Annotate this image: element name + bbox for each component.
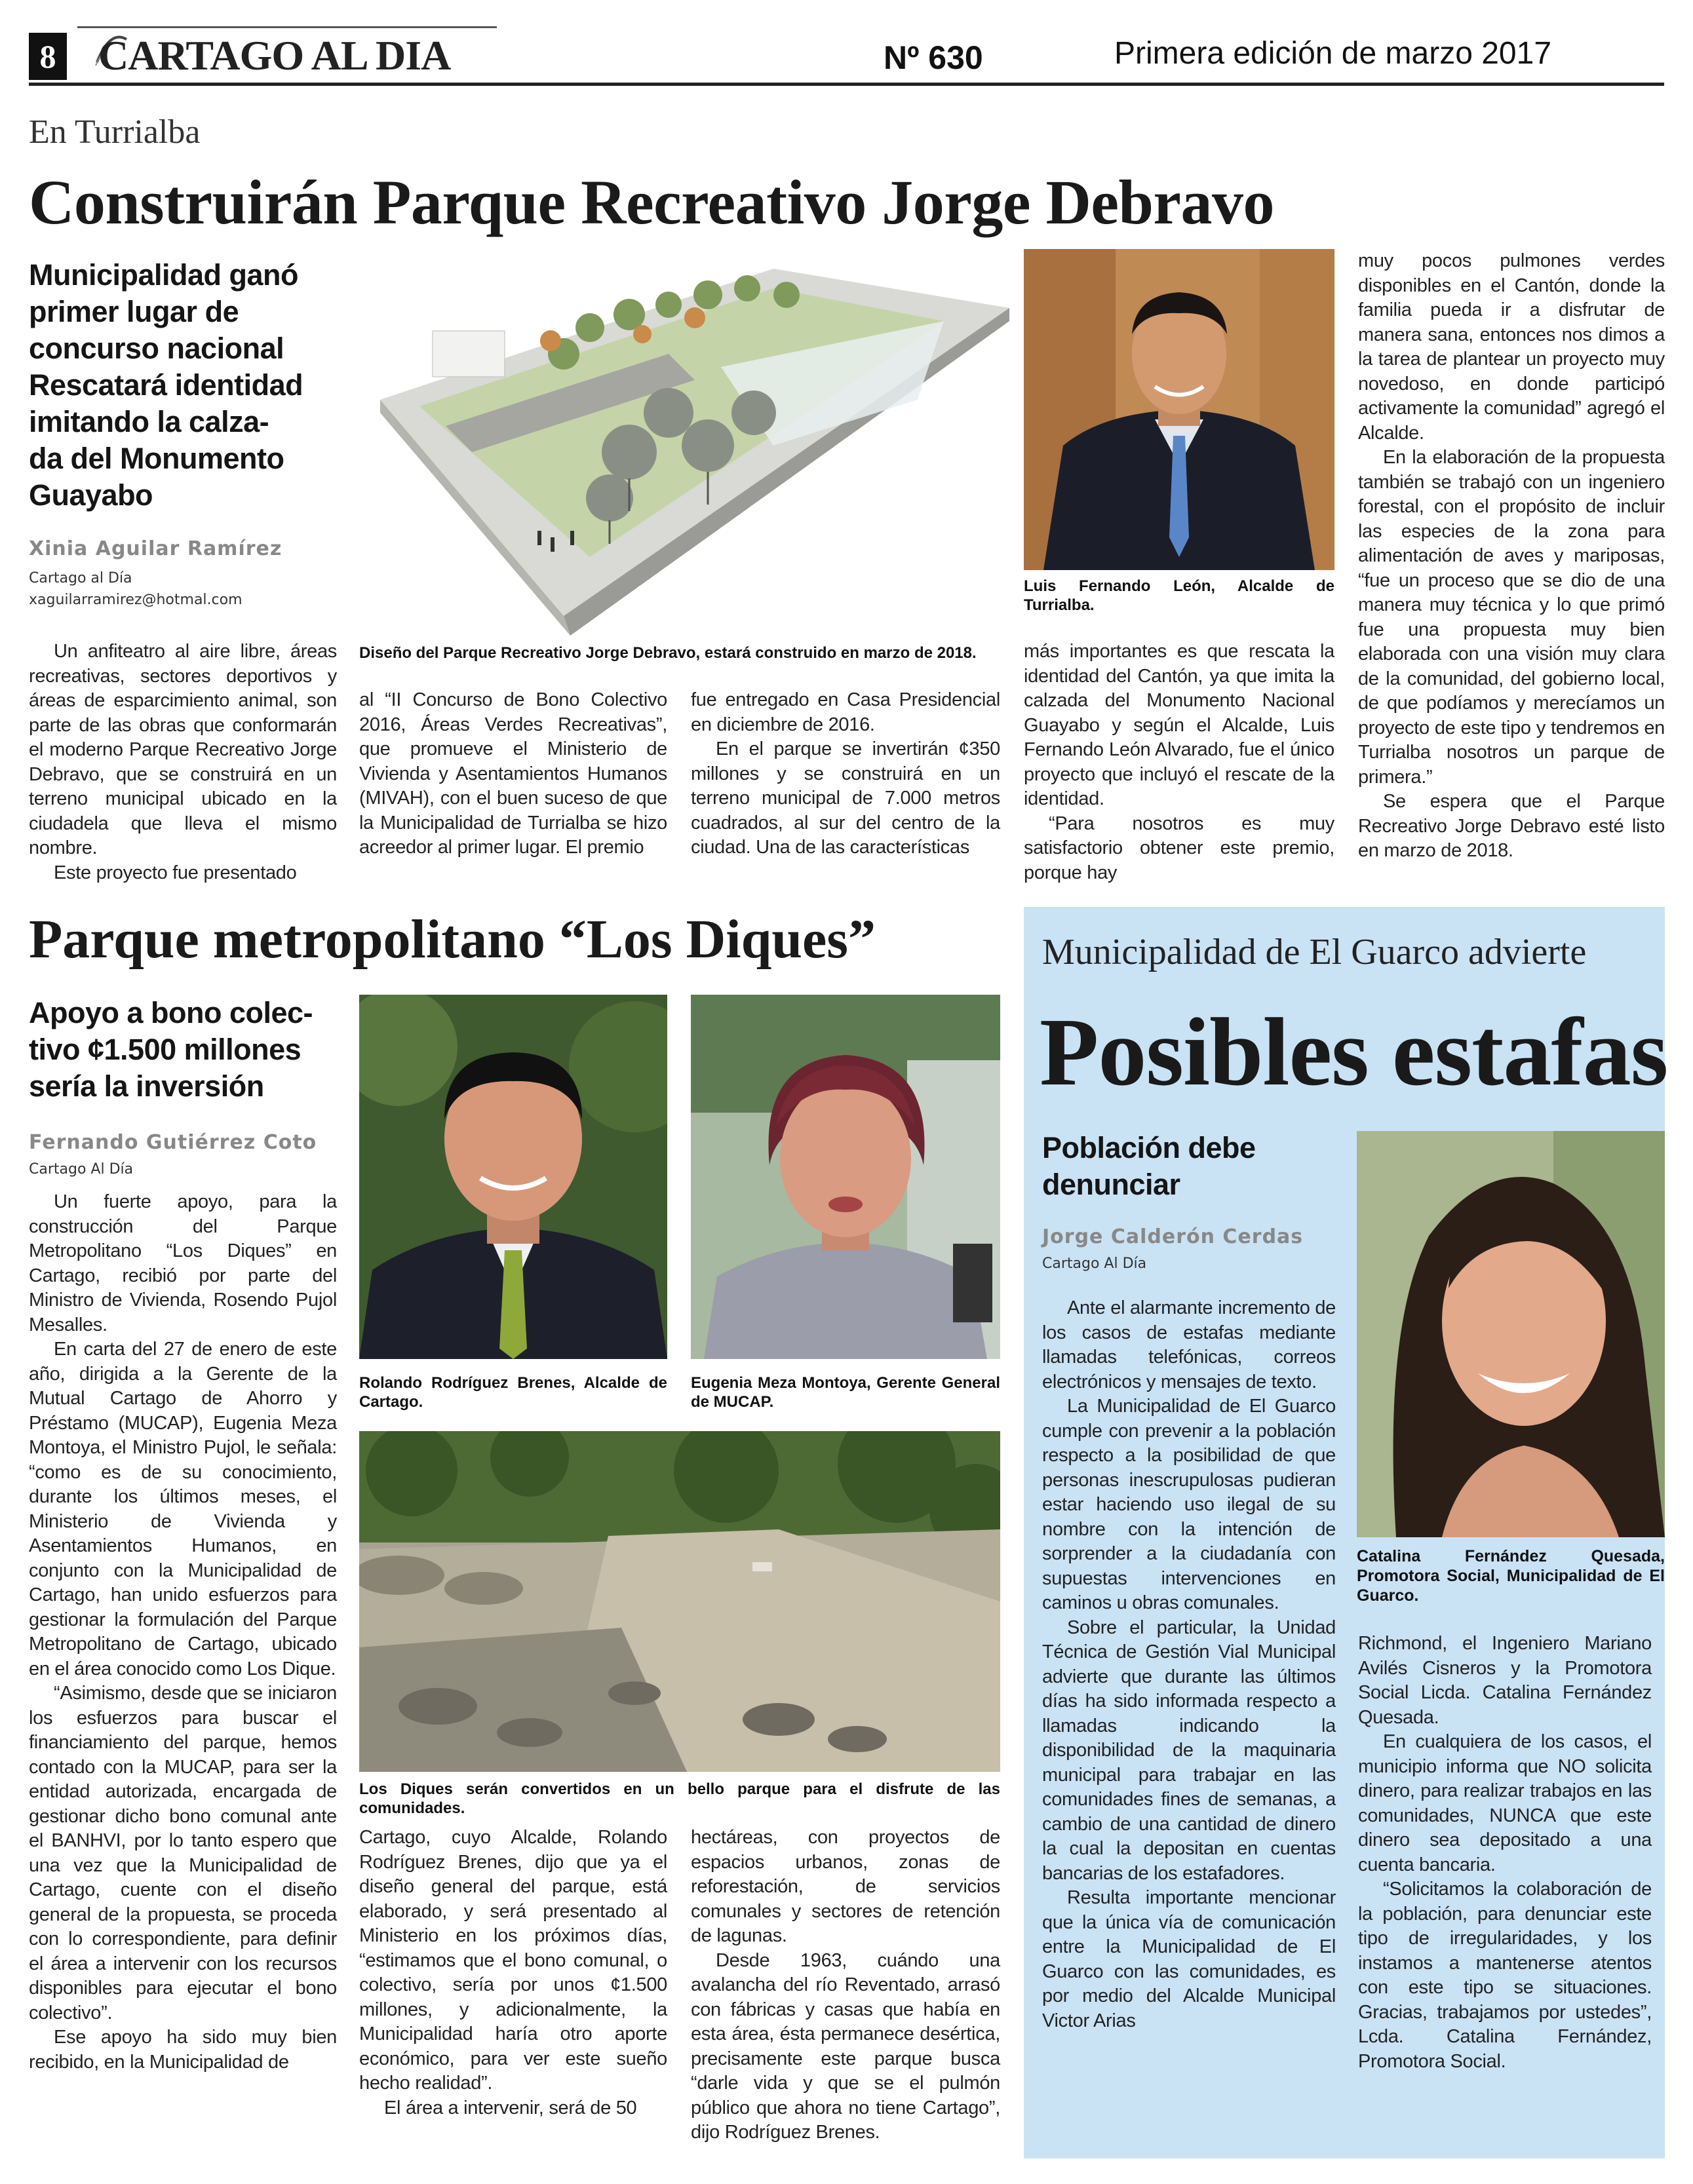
paragraph: Un anfiteatro al aire libre, áreas recreativas, sectores deportivos y áreas de esparcimiento animal, son parte de las obras que conformarán el moderno Parque Recreativo Jorge Debravo, que se construirá en un terreno municipal ubicado en la ciudadela que lleva el mismo nombre. (29, 641, 337, 858)
paragraph: Resulta importante mencionar que la única vía de comunicación entre la Municipalidad de El Guarco con las comunidades, es por medio del Alcalde Municipal Victor Arias (1042, 1887, 1336, 2031)
deck-line: da del Monumento (29, 442, 284, 475)
issue-number: Nº 630 (884, 39, 983, 76)
paragraph: Este proyecto fue presentado (54, 862, 297, 883)
paragraph: “Asimismo, desde que se iniciaron los esfuerzos para buscar el financiamiento del parque, hemos contado con la MUCAP, para ser la entidad autorizada, encargada de gestionar dicho bono comunal ante el BANHVI, por lo tanto espero que una vez que la Municipalidad de Cartago, cuente con el diseño general de la propuesta, se proceda con lo correspondiente, para definir el área a intervenir con los recursos disponibles para ejecutar el bono colectivo”. (29, 1683, 337, 2023)
deck-line: concurso nacional (29, 332, 284, 365)
article1-column-1 (29, 640, 337, 885)
paragraph: En carta del 27 de enero de este año, dirigida a la Gerente de la Mutual Cartago de Ahorro y Préstamo (MUCAP), Eugenia Meza Montoya, el Ministro Pujol, le señala: “como es de su conocimiento, durante los últimos meses, el Ministerio de Vivienda y Asentamientos Humanos, en conjunto con la Municipalidad de Cartago, han unido esfuerzos para gestionar la formulación del Parque Metropolitano de Cartago, ubicado en el área conocido como Los Dique. (29, 1339, 337, 1679)
portrait-luis-fernando-leon (1024, 249, 1334, 570)
deck-line: tivo ¢1.500 millones (29, 1033, 302, 1066)
article1-kicker: En Turrialba (29, 113, 201, 151)
paragraph: al “II Concurso de Bono Colectivo 2016, Áreas Verdes Recreativas”, que promueve el Ministerio de Vivienda y Asentamientos Humanos (MIVAH), con el buen suceso de que la Municipalidad de Turrialba se hizo acreedor al primer lugar. El premio (359, 689, 667, 858)
deck-line: primer lugar de (29, 295, 239, 328)
photo-caption-rolando: Rolando Rodríguez Brenes, Alcalde de Cartago. (359, 1374, 667, 1411)
article3-column-2 (1358, 1632, 1652, 2074)
deck-line: Apoyo a bono colec- (29, 996, 313, 1029)
article2-outlet: Cartago Al Día (29, 1161, 134, 1178)
paragraph: Sobre el particular, la Unidad Técnica de Gestión Vial Municipal advierte que durante las últimos días ha sido informada respecto a llamadas indicando la disponibilidad de la maquinaria municipal para trabajar en las comunidades fines de semanas, a cambio de una cantidad de dinero la cual la depositan en cuentas bancarias de los estafadores. (1042, 1617, 1336, 1884)
paragraph: En cualquiera de los casos, el municipio informa que NO solicita dinero, para realizar trabajos en las comunidades, NUNCA que este dinero sea depositado a una cuenta bancaria. (1358, 1731, 1652, 1875)
outlet-name: Cartago al Día (29, 570, 132, 586)
masthead-rule-top (77, 26, 497, 28)
article3-headline: Posibles estafas (1040, 999, 1668, 1106)
deck-line: Rescatará identidad (29, 368, 303, 402)
paragraph: Se espera que el Parque Recreativo Jorge Debravo esté listo en marzo de 2018. (1358, 791, 1665, 861)
photo-los-diques (359, 1431, 1000, 1772)
page-number: 8 (39, 38, 56, 75)
article2-column-3 (691, 1826, 1000, 2145)
masthead-rule (29, 83, 1664, 86)
paragraph: “Para nosotros es muy satisfactorio obtener este premio, porque hay (1024, 813, 1334, 883)
paragraph: La Municipalidad de El Guarco cumple con prevenir a la población respecto a la posibilidad de que personas inescrupulosas pudieran estar haciendo uso ilegal de su nombre con la intención de sorprender a la ciudadanía con supuestas intervenciones en caminos u obras comunales. (1042, 1396, 1336, 1613)
photo-caption-los-diques: Los Diques serán convertidos en un bello parque para el disfrute de las comunidades. (359, 1780, 1000, 1817)
paragraph: Desde 1963, cuándo una avalancha del río Reventado, arrasó con fábricas y casas que había en esta área, ésta permanece desértica, precisamente este parque busca “darle vida y que se el pulmón público que ahora no tiene Cartago”, dijo Rodríguez Brenes. (691, 1949, 1000, 2143)
article3-deck (1042, 1130, 1317, 1203)
photo-caption-catalina: Catalina Fernández Quesada, Promotora Social, Municipalidad de El Guarco. (1357, 1547, 1665, 1605)
paragraph: Ante el alarmante incremento de los casos de estafas mediante llamadas telefónicas, correos electrónicos y mensajes de texto. (1042, 1297, 1336, 1392)
paragraph: En el parque se invertirán ¢350 millones y se construirá en un terreno municipal de 7.000 metros cuadrados, al sur del centro de la ciudad. Una de las características (691, 738, 1000, 858)
article1-deck (29, 257, 343, 514)
park-design-render (354, 249, 1009, 636)
portrait-caption-leon: Luis Fernando León, Alcalde de Turrialba. (1024, 577, 1334, 614)
article2-column-2 (359, 1826, 667, 2120)
newspaper-logo: CARTAGO AL DIA (98, 32, 451, 79)
paragraph: fue entregado en Casa Presidencial en diciembre de 2016. (691, 689, 1000, 735)
photo-caption-eugenia: Eugenia Meza Montoya, Gerente General de MUCAP. (691, 1374, 1000, 1411)
paragraph: más importantes es que rescata la identidad del Cantón, ya que imita la calzada del Monumento Nacional Guayabo y según el Alcalde, Luis Fernando León Alvarado, fue el único proyecto que incluyó el rescate de la identidad. (1024, 641, 1334, 809)
portrait-eugenia-meza (691, 995, 1000, 1359)
article3-column-1 (1042, 1296, 1336, 2033)
article1-outlet (29, 567, 243, 611)
portrait-catalina-fernandez (1357, 1131, 1665, 1537)
article3-outlet: Cartago Al Día (1042, 1255, 1147, 1272)
paragraph: “Solicitamos la colaboración de la población, para denunciar este tipo de irregularidades, y los instamos a mantenerse atentos con este tipo se situaciones. Gracias, trabajamos por ustedes”, Lcda. Catalina Fernández, Promotora Social. (1358, 1879, 1652, 2072)
edition-date: Primera edición de marzo 2017 (1114, 36, 1552, 71)
article3-kicker: Municipalidad de El Guarco advierte (1042, 932, 1587, 972)
deck-line: denunciar (1042, 1168, 1180, 1201)
deck-line: Guayabo (29, 478, 153, 512)
article2-column-1 (29, 1190, 337, 2075)
article1-column-4 (1024, 640, 1334, 885)
article3-author: Jorge Calderón Cerdas (1042, 1225, 1304, 1248)
article2-author: Fernando Gutiérrez Coto (29, 1131, 317, 1154)
paragraph: Un fuerte apoyo, para la construcción del Parque Metropolitano “Los Diques” en Cartago, recibió por parte del Ministro de Vivienda, Rosendo Pujol Mesalles. (29, 1191, 337, 1335)
park-render-caption: Diseño del Parque Recreativo Jorge Debravo, estará construido en marzo de 2018. (359, 644, 977, 662)
author-email: xaguilarramirez@hotmal.com (29, 592, 243, 608)
paragraph: hectáreas, con proyectos de espacios urbanos, zonas de reforestación, de servicios comunales y sectores de retención de lagunas. (691, 1827, 1000, 1946)
article2-headline: Parque metropolitano “Los Diques” (29, 909, 876, 970)
article1-headline: Construirán Parque Recreativo Jorge Debravo (29, 167, 1274, 237)
paragraph: Richmond, el Ingeniero Mariano Avilés Cisneros y la Promotora Social Licda. Catalina Fernández Quesada. (1358, 1633, 1652, 1728)
article1-column-3 (691, 688, 1000, 860)
article2-deck (29, 995, 343, 1105)
paragraph: Cartago, cuyo Alcalde, Rolando Rodríguez Brenes, dijo que ya el diseño general del parque, está elaborado, y será presentado al Ministerio en los próximos días, “estimamos que el bono comunal, o colectivo, sería por unos ¢1.500 millones, y adicionalmente, la Municipalidad haría otro aporte económico, para ver este sueño hecho realidad”. (359, 1827, 667, 2094)
portrait-rolando-rodriguez (359, 995, 667, 1359)
deck-line: Población debe (1042, 1131, 1256, 1164)
article1-column-5 (1358, 249, 1665, 864)
article1-author: Xinia Aguilar Ramírez (29, 537, 282, 560)
paragraph: El área a intervenir, será de 50 (384, 2097, 637, 2118)
deck-line: sería la inversión (29, 1069, 264, 1103)
paragraph: Ese apoyo ha sido muy bien recibido, en la Municipalidad de (29, 2027, 337, 2073)
deck-line: imitando la calza- (29, 405, 269, 438)
paragraph: muy pocos pulmones verdes disponibles en el Cantón, donde la familia pueda ir a disfrutar de manera sana, entonces nos dimos a la tarea de plantear un proyecto muy novedoso, en donde participó activamente la comunidad” agregó el Alcalde. (1358, 250, 1665, 444)
article1-column-2 (359, 688, 667, 860)
deck-line: Municipalidad ganó (29, 258, 299, 292)
paragraph: En la elaboración de la propuesta también se trabajó con un ingeniero forestal, con el propósito de incluir las especies de la zona para alimentación de aves y mariposas, “fue un proceso que se dio de una manera muy técnica y lo que primó fue una propuesta muy bien elaborada con una visión muy clara de la comunidad, del gobierno local, de que podíamos y merecíamos un proyecto de este tipo y tendremos en Turrialba nosotros un parque de primera.” (1358, 447, 1665, 788)
